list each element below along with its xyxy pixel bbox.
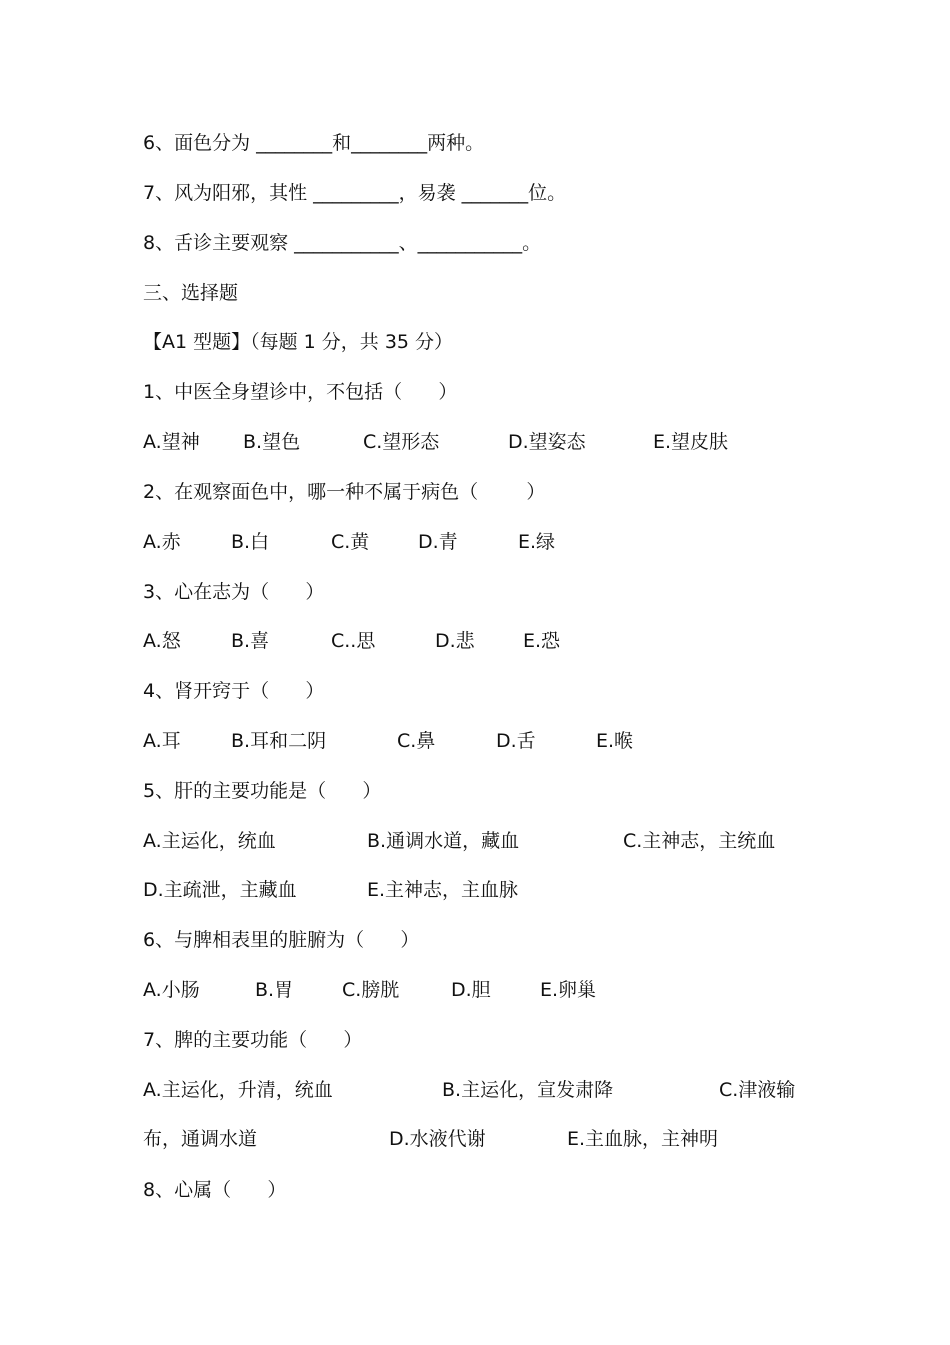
subsection-title: 【A1 型题】（每题 1 分，共 35 分） xyxy=(143,331,454,353)
question-stem-2: 2、在观察面色中，哪一种不属于病色（ ） xyxy=(143,481,546,503)
option-a: A.耳 xyxy=(143,730,181,752)
fill-in-question-7: 7、风为阳邪，其性 _________，易袭 _______位。 xyxy=(143,182,567,204)
option-c: C..思 xyxy=(331,630,376,652)
option-d: D.水液代谢 xyxy=(389,1128,486,1150)
option-c: C.望形态 xyxy=(363,431,440,453)
option-b: B.白 xyxy=(231,531,270,553)
option-e: E.主血脉，主神明 xyxy=(567,1128,719,1150)
section-title: 三、选择题 xyxy=(143,282,239,304)
option-b: B.胃 xyxy=(255,979,294,1001)
option-c: C.鼻 xyxy=(397,730,436,752)
option-a: A.主运化，升清，统血 xyxy=(143,1079,333,1101)
fill-in-question-8: 8、舌诊主要观察 ___________、___________。 xyxy=(143,232,542,254)
option-a: A.赤 xyxy=(143,531,181,553)
option-b: B.通调水道，藏血 xyxy=(367,830,520,852)
question-stem-6: 6、与脾相表里的脏腑为（ ） xyxy=(143,929,420,951)
option-b: B.望色 xyxy=(243,431,301,453)
option-e: E.卵巢 xyxy=(540,979,597,1001)
option-a: A.主运化，统血 xyxy=(143,830,276,852)
option-a: A.小肠 xyxy=(143,979,200,1001)
question-stem-8: 8、心属（ ） xyxy=(143,1179,287,1201)
question-stem-4: 4、肾开窍于（ ） xyxy=(143,680,325,702)
option-b: B.耳和二阴 xyxy=(231,730,327,752)
option-e: E.望皮肤 xyxy=(653,431,729,453)
option-c: C.津液输 xyxy=(719,1079,796,1101)
option-e: E.主神志，主血脉 xyxy=(367,879,519,901)
option-e: E.恐 xyxy=(523,630,561,652)
option-d: D.望姿态 xyxy=(508,431,586,453)
option-c-continued: 布，通调水道 xyxy=(143,1128,258,1150)
question-stem-5: 5、肝的主要功能是（ ） xyxy=(143,780,382,802)
option-b: B.主运化，宣发肃降 xyxy=(442,1079,614,1101)
question-stem-7: 7、脾的主要功能（ ） xyxy=(143,1029,363,1051)
fill-in-question-6: 6、面色分为 ________和________两种。 xyxy=(143,132,485,154)
option-c: C.膀胱 xyxy=(342,979,400,1001)
option-e: E.喉 xyxy=(596,730,634,752)
option-a: A.怒 xyxy=(143,630,181,652)
option-b: B.喜 xyxy=(231,630,270,652)
question-stem-3: 3、心在志为（ ） xyxy=(143,581,325,603)
question-stem-1: 1、中医全身望诊中，不包括（ ） xyxy=(143,381,458,403)
option-d: D.悲 xyxy=(435,630,475,652)
option-a: A.望神 xyxy=(143,431,200,453)
option-c: C.主神志，主统血 xyxy=(623,830,776,852)
option-d: D.舌 xyxy=(496,730,536,752)
option-e: E.绿 xyxy=(518,531,556,553)
option-c: C.黄 xyxy=(331,531,370,553)
option-d: D.主疏泄，主藏血 xyxy=(143,879,297,901)
option-d: D.胆 xyxy=(451,979,491,1001)
option-d: D.青 xyxy=(418,531,458,553)
